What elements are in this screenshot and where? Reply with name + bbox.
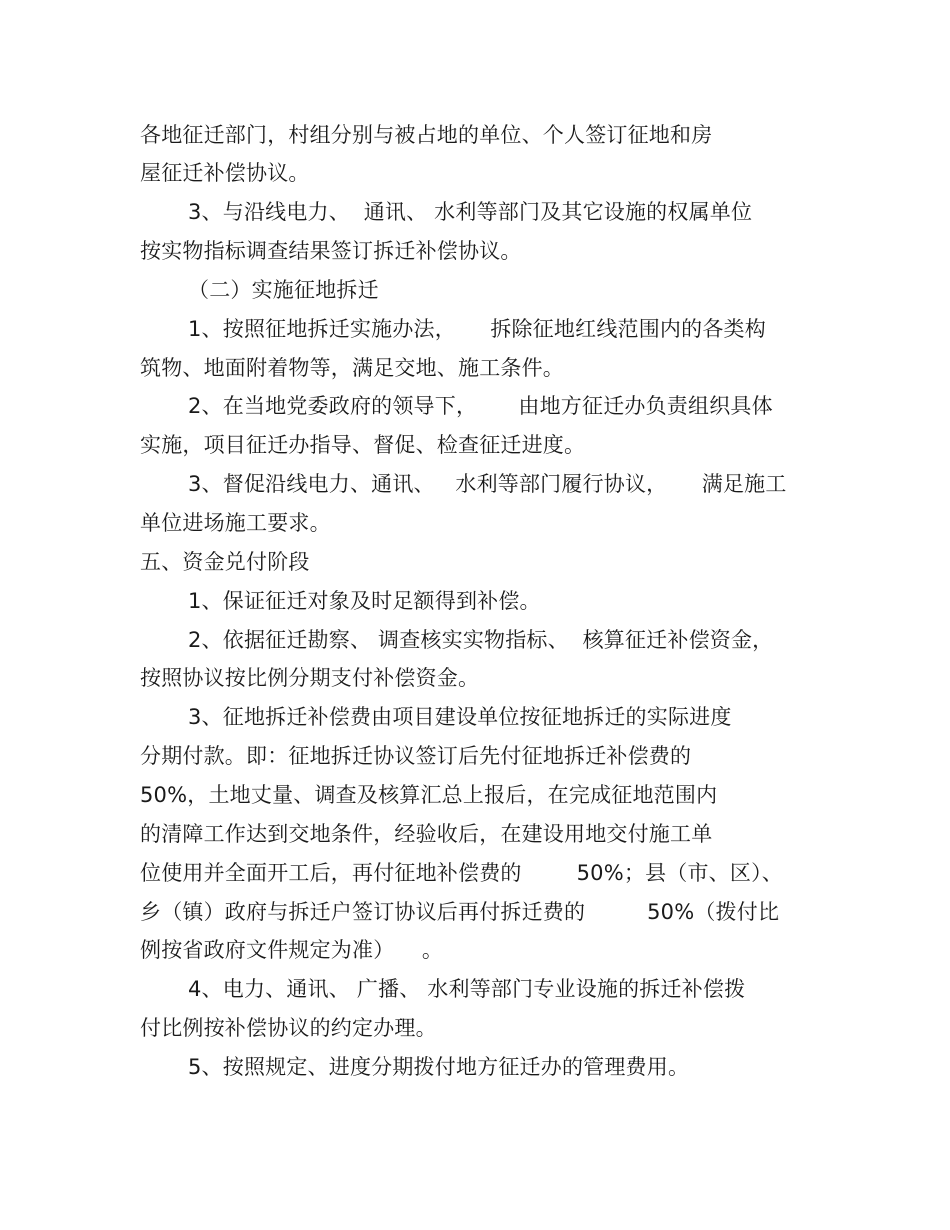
- section-heading: 五、资金兑付阶段: [140, 550, 310, 574]
- text-line: 1、按照征地拆迁实施办法， 拆除征地红线范围内的各类构: [188, 317, 766, 341]
- text-line: 付比例按补偿协议的约定办理。: [140, 1016, 437, 1040]
- text-line: 2、依据征迁勘察、 调查核实实物指标、 核算征迁补偿资金，: [188, 628, 774, 652]
- text-line: 1、保证征迁对象及时足额得到补偿。: [188, 589, 541, 613]
- section-heading: （二）实施征地拆迁: [188, 278, 379, 302]
- text-line: 实施，项目征迁办指导、督促、检查征迁进度。: [140, 433, 586, 457]
- text-line: 位使用并全面开工后，再付征地补偿费的 50%；县（市、区）、: [140, 861, 783, 885]
- text-line: 按照协议按比例分期支付补偿资金。: [140, 666, 480, 690]
- text-line: 2、在当地党委政府的领导下， 由地方征迁办负责组织具体: [188, 394, 773, 418]
- text-line: 分期付款。即：征地拆迁协议签订后先付征地拆迁补偿费的: [140, 744, 692, 768]
- text-line: 3、督促沿线电力、通讯、 水利等部门履行协议， 满足施工: [188, 472, 787, 496]
- text-line: 按实物指标调查结果签订拆迁补偿协议。: [140, 239, 522, 263]
- text-line: 例按省政府文件规定为准） 。: [140, 938, 444, 962]
- text-line: 50%，土地丈量、调查及核算汇总上报后，在完成征地范围内: [140, 783, 718, 807]
- text-line: 筑物、地面附着物等，满足交地、施工条件。: [140, 356, 564, 380]
- text-line: 单位进场施工要求。: [140, 511, 331, 535]
- text-line: 乡（镇）政府与拆迁户签订协议后再付拆迁费的 50%（拨付比: [140, 900, 780, 924]
- text-line: 的清障工作达到交地条件，经验收后，在建设用地交付施工单: [140, 822, 713, 846]
- text-line: 3、征地拆迁补偿费由项目建设单位按征地拆迁的实际进度: [188, 705, 732, 729]
- text-line: 4、电力、通讯、 广播、 水利等部门专业设施的拆迁补偿拨: [188, 977, 746, 1001]
- text-line: 屋征迁补偿协议。: [140, 161, 310, 185]
- text-line: 3、与沿线电力、 通讯、 水利等部门及其它设施的权属单位: [188, 200, 753, 224]
- text-line: 各地征迁部门，村组分别与被占地的单位、个人签订征地和房: [140, 123, 713, 147]
- text-line: 5、按照规定、进度分期拨付地方征迁办的管理费用。: [188, 1055, 690, 1079]
